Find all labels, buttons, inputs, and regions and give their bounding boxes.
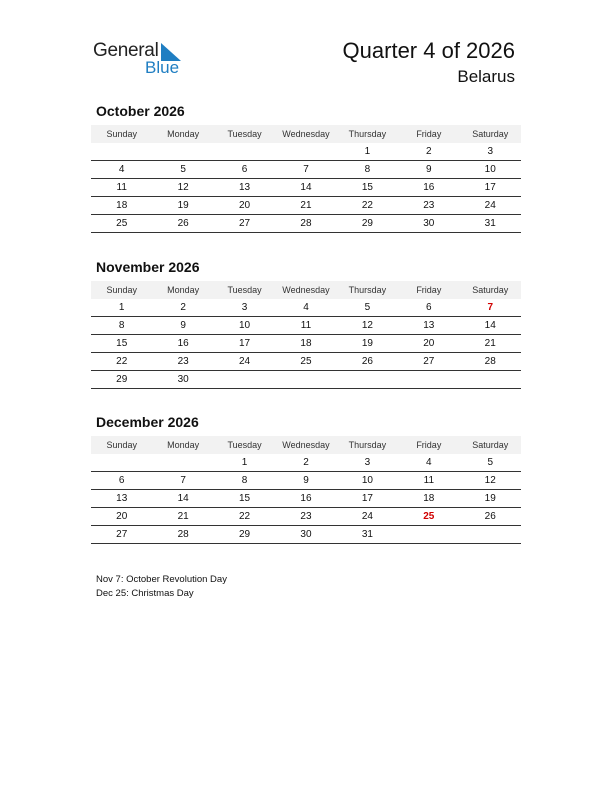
week-rows (91, 143, 521, 233)
day-cell: 13 (238, 182, 251, 193)
day-cell: 11 (300, 320, 312, 331)
day-cell: 28 (484, 356, 496, 367)
day-cell: 6 (118, 475, 125, 486)
day-cell: 13 (116, 493, 128, 504)
holiday-note: Nov 7: October Revolution Day (96, 574, 227, 585)
weekday-header (91, 436, 521, 454)
weekday-label: Tuesday (227, 285, 262, 295)
day-cell: 18 (300, 338, 312, 349)
day-cell: 29 (116, 374, 128, 385)
month-title: December 2026 (96, 414, 199, 430)
week-row (91, 215, 521, 233)
week-row (91, 371, 521, 389)
day-cell: 8 (364, 164, 371, 175)
weekday-label: Wednesday (282, 285, 330, 295)
month-title: October 2026 (96, 103, 185, 119)
day-cell: 10 (238, 320, 251, 331)
week-row (91, 454, 521, 472)
brand-logo (93, 40, 193, 80)
week-row (91, 299, 521, 317)
day-cell: 22 (361, 200, 373, 211)
day-cell: 26 (177, 218, 189, 229)
weekday-header (91, 125, 521, 143)
day-cell: 6 (241, 164, 248, 175)
day-cell: 21 (300, 200, 312, 211)
day-cell: 16 (177, 338, 189, 349)
day-cell: 23 (300, 511, 312, 522)
day-cell: 16 (423, 182, 435, 193)
day-cell: 1 (118, 302, 125, 313)
day-cell: 20 (238, 200, 251, 211)
week-row (91, 490, 521, 508)
day-cell: 14 (177, 493, 189, 504)
day-cell: 8 (241, 475, 248, 486)
day-cell: 19 (177, 200, 189, 211)
day-cell: 10 (361, 475, 373, 486)
day-cell: 3 (241, 302, 248, 313)
day-cell: 9 (426, 164, 432, 175)
day-cell: 12 (361, 320, 373, 331)
day-cell: 19 (484, 493, 496, 504)
holiday-note: Dec 25: Christmas Day (96, 588, 194, 599)
day-cell: 19 (361, 338, 373, 349)
day-cell: 23 (177, 356, 189, 367)
week-row (91, 508, 521, 526)
day-cell: 22 (238, 511, 251, 522)
day-cell: 13 (423, 320, 435, 331)
day-cell: 28 (300, 218, 312, 229)
day-cell: 4 (118, 164, 125, 175)
week-rows (91, 299, 521, 389)
day-cell: 9 (180, 320, 186, 331)
week-row (91, 161, 521, 179)
weekday-label: Thursday (348, 285, 387, 295)
day-cell: 17 (484, 182, 496, 193)
day-cell: 1 (364, 146, 371, 157)
week-row (91, 179, 521, 197)
day-cell: 31 (484, 218, 496, 229)
weekday-label: Saturday (472, 285, 509, 295)
day-cell: 21 (177, 511, 189, 522)
holiday-day-cell: 25 (423, 511, 435, 522)
day-cell: 22 (116, 356, 128, 367)
day-cell: 11 (423, 475, 435, 486)
day-cell: 12 (484, 475, 496, 486)
week-row (91, 353, 521, 371)
weekday-label: Thursday (348, 129, 387, 139)
month-november (91, 259, 521, 389)
brand-word-blue: Blue (145, 58, 180, 77)
day-cell: 4 (426, 457, 432, 468)
weekday-label: Monday (167, 129, 200, 139)
weekday-label: Friday (416, 129, 442, 139)
day-cell: 20 (423, 338, 435, 349)
day-cell: 12 (177, 182, 189, 193)
day-cell: 8 (118, 320, 125, 331)
day-cell: 18 (116, 200, 128, 211)
day-cell: 24 (361, 511, 373, 522)
day-cell: 5 (180, 164, 186, 175)
day-cell: 30 (177, 374, 189, 385)
page-title: Quarter 4 of 2026 (342, 38, 515, 63)
month-title: November 2026 (96, 259, 200, 275)
day-cell: 10 (484, 164, 496, 175)
weekday-label: Monday (167, 440, 200, 450)
day-cell: 5 (364, 302, 371, 313)
day-cell: 26 (361, 356, 373, 367)
day-cell: 16 (300, 493, 312, 504)
weekday-label: Friday (416, 285, 442, 295)
weekday-label: Thursday (348, 440, 387, 450)
week-row (91, 526, 521, 544)
month-december (91, 414, 521, 544)
day-cell: 25 (300, 356, 312, 367)
day-cell: 2 (303, 457, 309, 468)
day-cell: 4 (303, 302, 309, 313)
day-cell: 28 (177, 529, 189, 540)
holiday-notes (96, 573, 227, 601)
weekday-label: Friday (416, 440, 442, 450)
weekday-label: Sunday (106, 285, 137, 295)
day-cell: 15 (116, 338, 128, 349)
weekday-label: Tuesday (227, 129, 262, 139)
day-cell: 3 (487, 146, 494, 157)
weekday-label: Wednesday (282, 129, 330, 139)
day-cell: 6 (426, 302, 432, 313)
week-row (91, 197, 521, 215)
day-cell: 14 (484, 320, 496, 331)
day-cell: 7 (303, 164, 309, 175)
weekday-label: Saturday (472, 440, 509, 450)
day-cell: 23 (423, 200, 435, 211)
week-rows (91, 454, 521, 544)
day-cell: 29 (238, 529, 251, 540)
day-cell: 31 (361, 529, 373, 540)
day-cell: 27 (238, 218, 251, 229)
day-cell: 2 (426, 146, 432, 157)
day-cell: 17 (361, 493, 373, 504)
weekday-label: Saturday (472, 129, 509, 139)
day-cell: 15 (238, 493, 251, 504)
week-row (91, 472, 521, 490)
day-cell: 14 (300, 182, 312, 193)
day-cell: 26 (484, 511, 496, 522)
weekday-label: Monday (167, 285, 200, 295)
day-cell: 21 (484, 338, 496, 349)
month-october (91, 103, 521, 233)
day-cell: 29 (361, 218, 373, 229)
day-cell: 24 (238, 356, 251, 367)
day-cell: 11 (116, 182, 127, 193)
day-cell: 20 (116, 511, 128, 522)
week-row (91, 335, 521, 353)
day-cell: 7 (180, 475, 186, 486)
weekday-label: Wednesday (282, 440, 330, 450)
weekday-label: Sunday (106, 129, 137, 139)
brand-word-general: General (93, 40, 159, 61)
day-cell: 5 (487, 457, 494, 468)
day-cell: 27 (116, 529, 128, 540)
day-cell: 27 (423, 356, 435, 367)
day-cell: 30 (300, 529, 312, 540)
weekday-label: Sunday (106, 440, 137, 450)
day-cell: 25 (116, 218, 128, 229)
week-row (91, 143, 521, 161)
day-cell: 1 (241, 457, 248, 468)
day-cell: 9 (303, 475, 309, 486)
day-cell: 2 (180, 302, 186, 313)
day-cell: 15 (361, 182, 373, 193)
holiday-day-cell: 7 (487, 302, 494, 313)
week-row (91, 317, 521, 335)
day-cell: 18 (423, 493, 435, 504)
weekday-header (91, 281, 521, 299)
weekday-label: Tuesday (227, 440, 262, 450)
day-cell: 24 (484, 200, 496, 211)
day-cell: 17 (238, 338, 251, 349)
day-cell: 3 (364, 457, 371, 468)
day-cell: 30 (423, 218, 435, 229)
country-name: Belarus (457, 67, 515, 86)
